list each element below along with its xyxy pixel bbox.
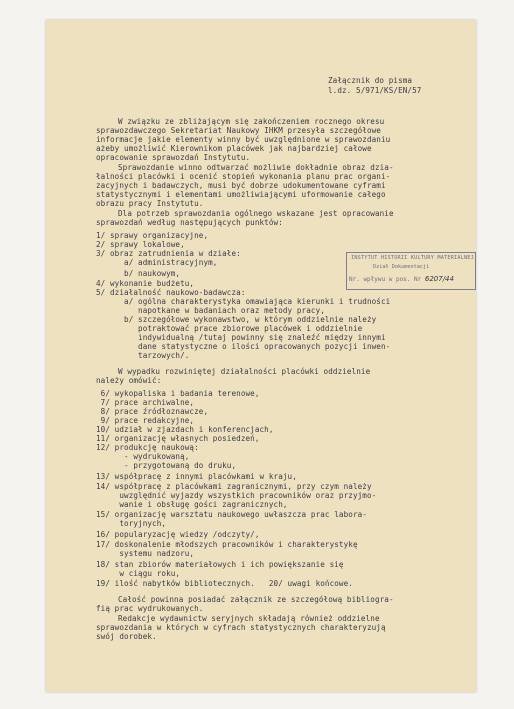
stamp-entry-number: 6207/44 <box>424 275 454 283</box>
list-item: 16/ popularyzację wiedzy /odczyty/, <box>96 530 260 539</box>
closing-line: swój dorobek. <box>96 632 157 641</box>
list-item: 10/ udział w zjazdach i konferencjach, <box>96 425 274 434</box>
stamp-entry-line <box>349 275 454 283</box>
list-item: 2/ sprawy lokalowe, <box>96 240 185 249</box>
list-item: - przygotowaną do druku, <box>96 461 237 470</box>
list-item: a/ administracyjnym, <box>96 258 218 267</box>
receipt-stamp <box>346 252 476 290</box>
list-item: 5/ działalność naukowo-badawcza: <box>96 288 246 297</box>
list-item: - wydrukowaną, <box>96 452 190 461</box>
list-item: b/ naukowym, <box>96 269 181 278</box>
list-item: 13/ współpracę z innymi placówkami w kraju, <box>96 472 297 481</box>
intro-line: statystycznymi i elementami umożliwiającymi uformowanie całego <box>96 190 386 199</box>
list-item: 17/ doskonalenie młodszych pracowników i charakterystykę <box>96 540 358 549</box>
intro-line: Sprawozdanie winno odtwarzać możliwie dokładnie obraz dzia- <box>118 163 394 172</box>
stamp-department: Dział Dokumentacji <box>373 264 430 270</box>
stamp-entry-label: Nr. wpływu w pos. Nr <box>349 276 422 283</box>
list-item: 19/ ilość nabytków bibliotecznych. 20/ uwagi końcowe. <box>96 579 353 588</box>
intro-line: zacyjnych i badawczych, musi być dobrze udokumentowane cyframi <box>96 181 386 190</box>
list-item: b/ szczegółowe wykonawstwo, w którym oddzielnie należy <box>96 315 377 324</box>
closing-line: Redakcje wydawnictw seryjnych składają również oddzielne <box>118 614 380 623</box>
header-reference-number: l.dz. 5/971/KS/EN/57 <box>328 86 422 95</box>
closing-line: Całość powinna posiadać załącznik ze szczegółową bibliogra- <box>118 595 394 604</box>
list-item: uwzględnić wyjazdy wszystkich pracowników oraz przyjmo- <box>96 491 377 500</box>
list-item: 9/ prace redakcyjne, <box>96 416 195 425</box>
list-item: toryjnych, <box>96 519 167 528</box>
stamp-institute-name: INSTYTUT HISTORII KULTURY MATERIALNEJ <box>351 255 474 261</box>
section2-intro-line: należy omówić: <box>96 376 162 385</box>
list-item: napotkane w badaniach oraz metody pracy, <box>96 306 325 315</box>
list-item: dane statystyczne o ilości opracowanych pozycji inwen- <box>96 342 391 351</box>
intro-line: W związku ze zbliżającym się zakończeniem rocznego okresu <box>118 117 385 126</box>
section2-intro-line: W wypadku rozwiniętej działalności placówki oddzielnie <box>118 367 371 376</box>
closing-line: sprawozdania w których w cyfrach statystycznych charakteryzują <box>96 623 386 632</box>
intro-line: ażeby umożliwić Kierownikom placówek jak najbardziej całowe <box>96 144 372 153</box>
intro-line: łalności placówki i ocenić stopień wykonania planu prac organi- <box>96 172 391 181</box>
list-item: potraktować prace zbiorowe placówek i oddzielnie <box>96 324 363 333</box>
intro-line: sprawozdań według następujących punktów: <box>96 218 283 227</box>
closing-line: fią prac wydrukowanych. <box>96 604 204 613</box>
document-page <box>46 20 476 692</box>
list-item: 1/ sprawy organizacyjne, <box>96 231 209 240</box>
list-item: systemu nadzoru, <box>96 549 195 558</box>
intro-line: obrazu pracy Instytutu. <box>96 199 204 208</box>
list-item: 14/ współpracę z placówkami zagranicznymi, przy czym należy <box>96 482 372 491</box>
list-item: a/ ogólna charakterystyka omawiająca kierunki i trudności <box>96 297 391 306</box>
list-item: tarzowych/. <box>96 351 190 360</box>
list-item: 8/ prace źródłoznawcze, <box>96 407 209 416</box>
list-item: 4/ wykonanie budżetu, <box>96 279 195 288</box>
intro-line: sprawozdawczego Sekretariat Naukowy IHKM przesyła szczegółowe <box>96 126 381 135</box>
list-item: 12/ produkcję naukową: <box>96 443 199 452</box>
intro-line: informacje jakie elementy winny być uwzględnione w sprawozdaniu <box>96 135 391 144</box>
intro-line: Dla potrzeb sprawozdania ogólnego wskazane jest opracowanie <box>118 209 394 218</box>
list-item: 15/ organizację warsztatu naukowego uwłaszcza prac labora- <box>96 510 367 519</box>
list-item: 18/ stan zbiorów materiałowych i ich powiększanie się <box>96 560 344 569</box>
list-item: 7/ prace archiwalne, <box>96 398 195 407</box>
list-item: indywidualną /tutaj powinny się znaleźć między innymi <box>96 333 386 342</box>
list-item: 11/ organizację własnych posiedzeń, <box>96 434 260 443</box>
list-item: wanie i obsługę gości zagranicznych, <box>96 500 288 509</box>
header-attachment-note: Załącznik do pisma <box>328 76 413 85</box>
list-item: 6/ wykopaliska i badania terenowe, <box>96 389 260 398</box>
list-item: 3/ obraz zatrudnienia w działe: <box>96 249 241 258</box>
intro-line: opracowanie sprawozdań Instytutu. <box>96 153 251 162</box>
list-item: w ciągu roku, <box>96 569 181 578</box>
